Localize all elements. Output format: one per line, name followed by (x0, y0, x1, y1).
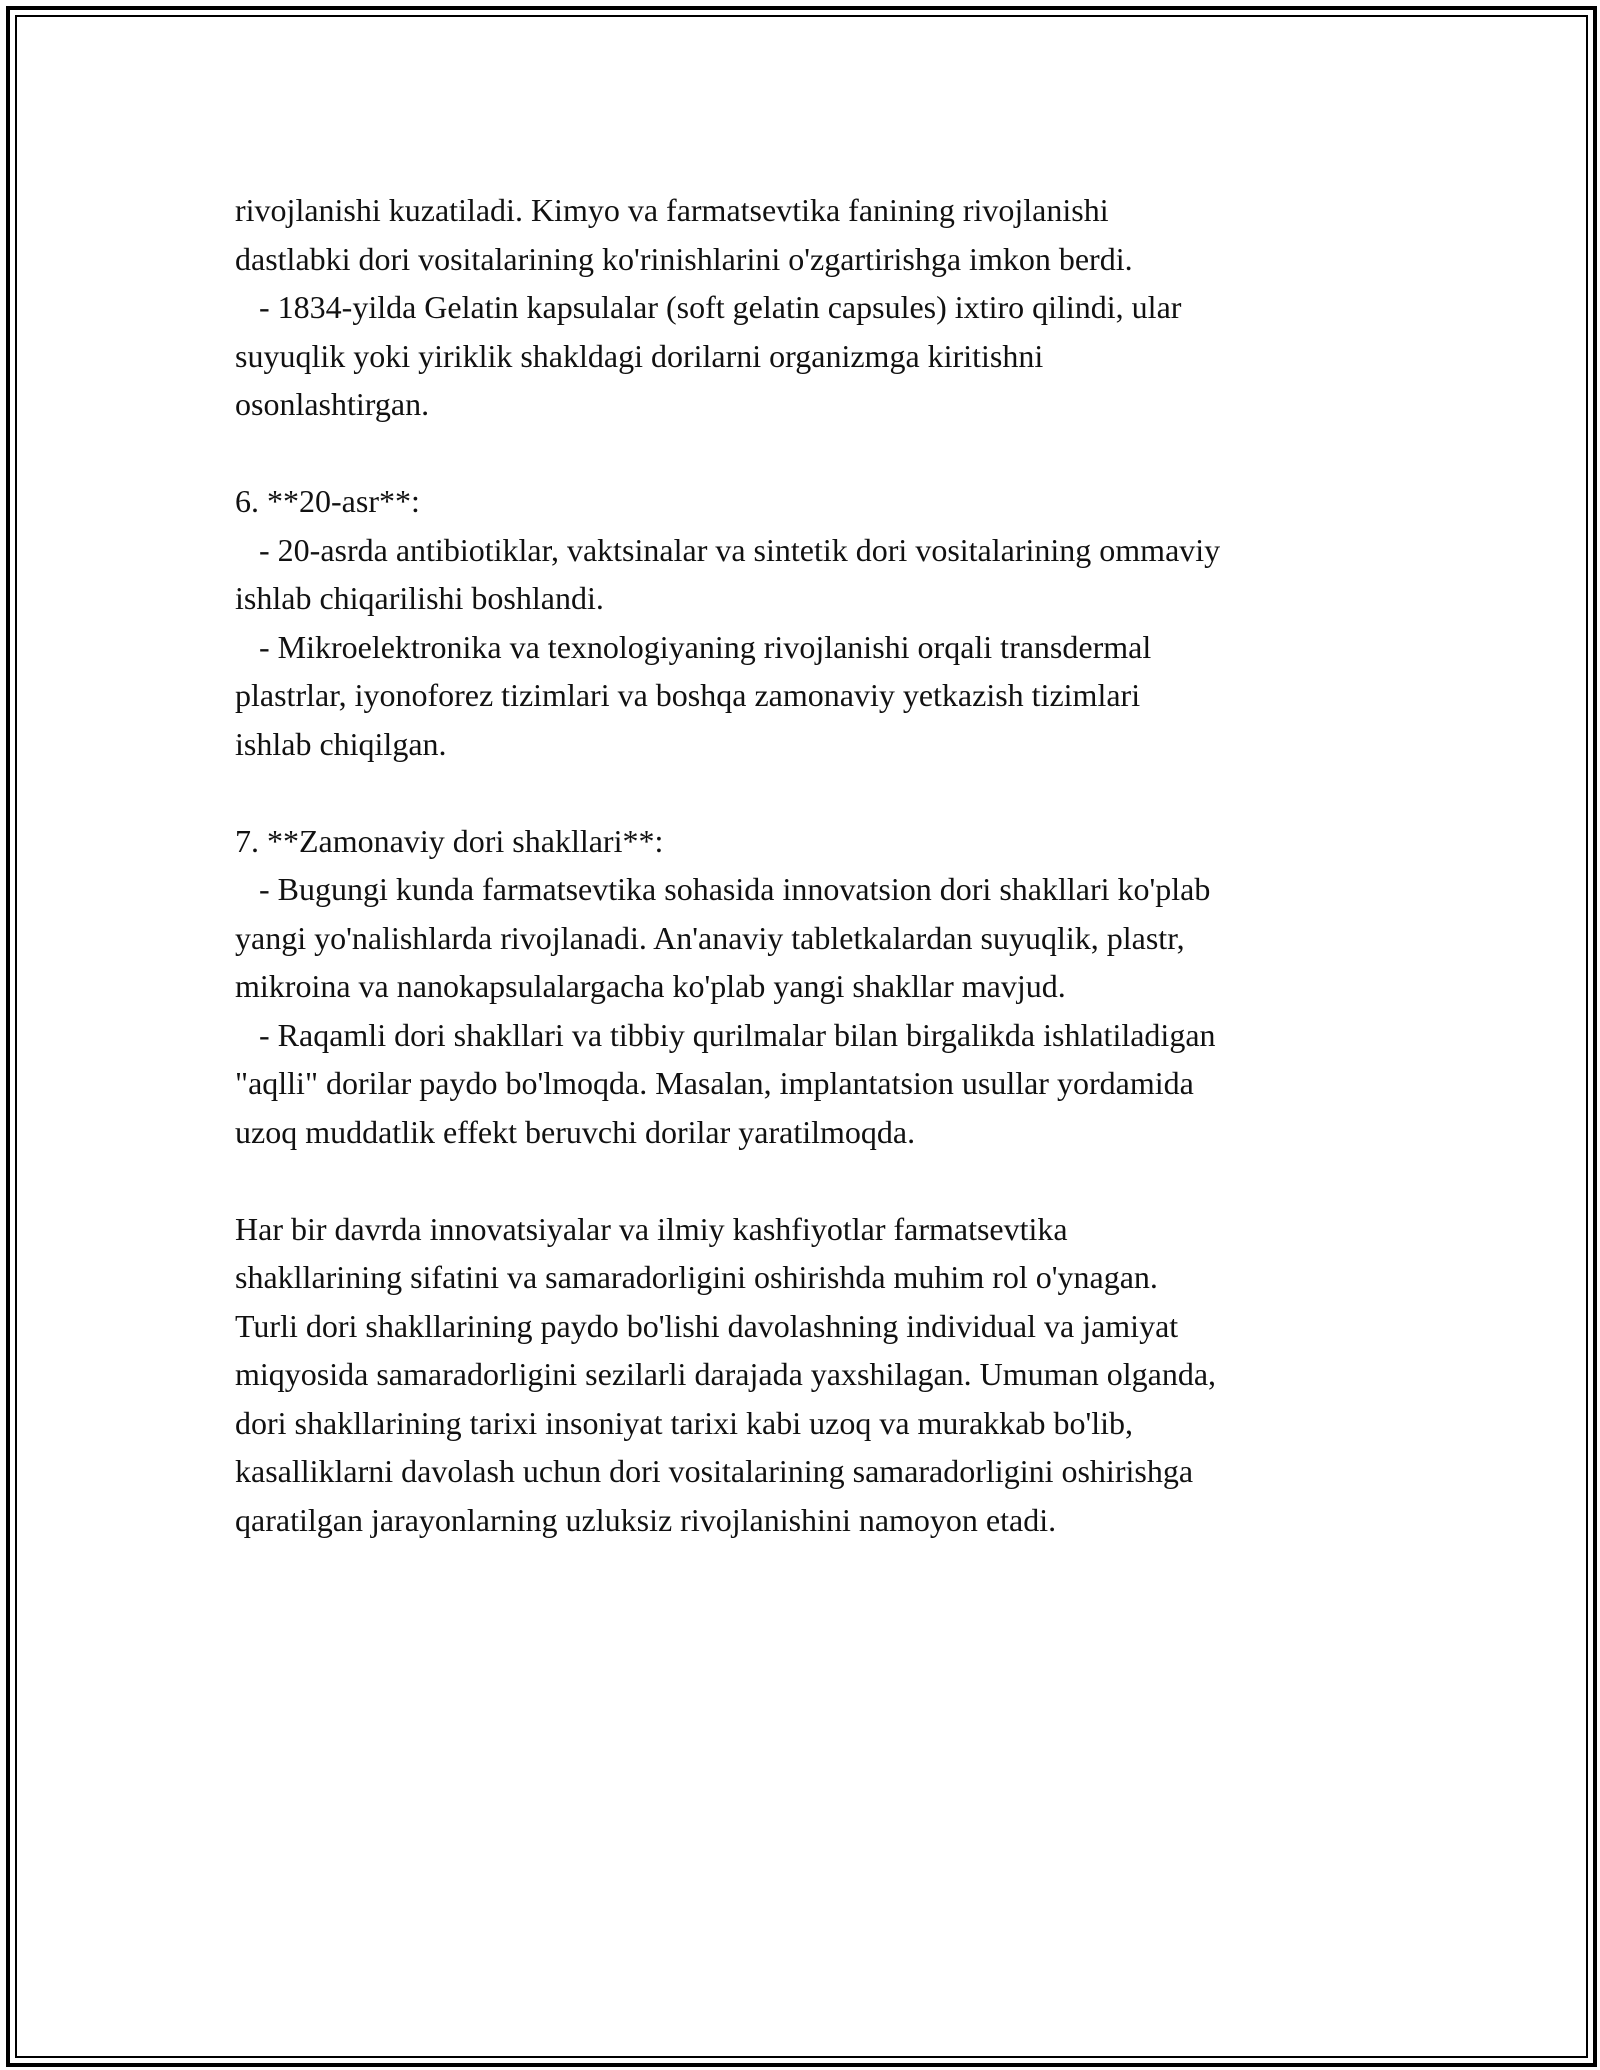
text-line: shakllarining sifatini va samaradorligini oshirishda muhim rol o'ynagan. (235, 1259, 1158, 1295)
paragraph-spacer (235, 429, 1395, 478)
list-item-text-line: - 1834-yilda Gelatin kapsulalar (soft gelatin capsules) ixtiro qilindi, ular (235, 289, 1182, 325)
section-heading: 6. **20-asr**: (235, 483, 420, 519)
text-line: dori shakllarining tarixi insoniyat tarixi kabi uzoq va murakkab bo'lib, (235, 1404, 1134, 1441)
text-line: qaratilgan jarayonlarning uzluksiz rivojlanishini namoyon etadi. (235, 1501, 1057, 1538)
conclusion-paragraph (235, 1205, 1395, 1545)
section-heading: 7. **Zamonaviy dori shakllari**: (235, 822, 664, 859)
text-line: ishlab chiqilgan. (235, 725, 447, 762)
text-line: yangi yo'nalishlarda rivojlanadi. An'anaviy tabletkalardan suyuqlik, plastr, (235, 919, 1185, 956)
section-modern-dosage-forms (235, 817, 1395, 1157)
text-line: uzoq muddatlik effekt beruvchi dorilar yaratilmoqda. (235, 1113, 916, 1150)
text-line: "aqlli" dorilar paydo bo'lmoqda. Masalan, implantatsion usullar yordamida (235, 1065, 1194, 1101)
text-line: suyuqlik yoki yiriklik shakldagi dorilarni organizmga kiritishni (235, 337, 1044, 374)
list-item-text-line: - Bugungi kunda farmatsevtika sohasida innovatsion dori shakllari ko'plab (235, 871, 1211, 907)
section-20th-century (235, 477, 1395, 768)
list-item-text-line: - 20-asrda antibiotiklar, vaktsinalar va sintetik dori vositalarining ommaviy (235, 531, 1221, 568)
text-line: mikroina va nanokapsulalargacha ko'plab yangi shakllar mavjud. (235, 968, 1066, 1004)
text-line: kasalliklarni davolash uchun dori vositalarining samaradorligini oshirishga (235, 1453, 1194, 1489)
list-item-text-line: - Raqamli dori shakllari va tibbiy qurilmalar bilan birgalikda ishlatiladigan (235, 1016, 1216, 1053)
text-line: ishlab chiqarilishi boshlandi. (235, 580, 604, 616)
text-line: Har bir davrda innovatsiyalar va ilmiy kashfiyotlar farmatsevtika (235, 1210, 1068, 1247)
text-line: osonlashtirgan. (235, 386, 430, 422)
text-line: Turli dori shakllarining paydo bo'lishi davolashning individual va jamiyat (235, 1307, 1179, 1344)
paragraph-spacer (235, 768, 1395, 817)
list-item-text-line: - Mikroelektronika va texnologiyaning rivojlanishi orqali transdermal (235, 628, 1152, 665)
text-line: plastrlar, iyonoforez tizimlari va boshqa zamonaviy yetkazish tizimlari (235, 677, 1141, 713)
paragraph-continuation (235, 186, 1395, 429)
text-line: miqyosida samaradorligini sezilarli darajada yaxshilagan. Umuman olganda, (235, 1356, 1217, 1392)
paragraph-spacer (235, 1156, 1395, 1205)
text-line: rivojlanishi kuzatiladi. Kimyo va farmatsevtika fanining rivojlanishi (235, 192, 1109, 228)
document-body (235, 186, 1395, 1544)
text-line: dastlabki dori vositalarining ko'rinishlarini o'zgartirishga imkon berdi. (235, 240, 1133, 277)
